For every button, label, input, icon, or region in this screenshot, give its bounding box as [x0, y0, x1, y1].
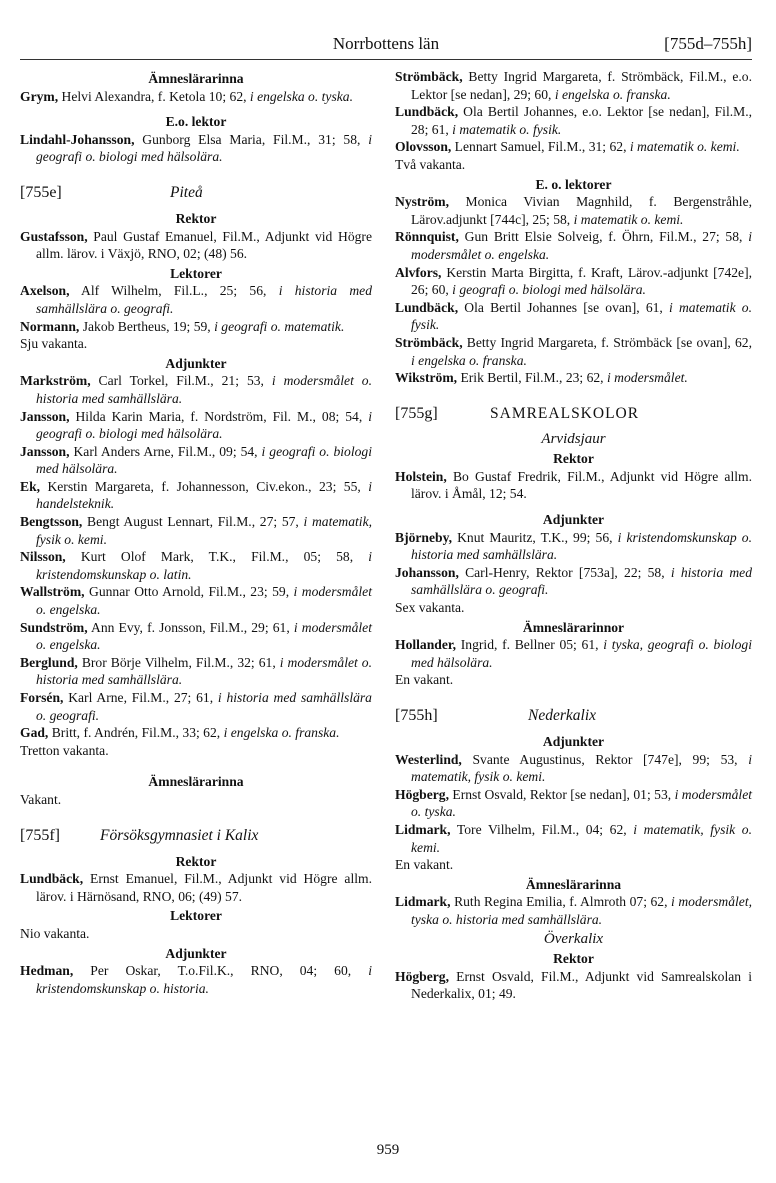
entry-name: Björneby,: [395, 529, 453, 545]
entry: [20, 724, 372, 742]
entry-subjects: i tyska, geografi o. biologi med hälsolära.: [411, 637, 752, 670]
entry: [20, 408, 372, 443]
entry: [20, 88, 372, 106]
sub-place: Överkalix: [543, 930, 604, 947]
section-header: [395, 703, 752, 729]
heading: Ämneslärarinnor: [522, 619, 625, 635]
entry-name: Forsén,: [20, 690, 64, 705]
entry: [395, 564, 752, 599]
heading: Ämneslärarinna: [148, 71, 244, 86]
entry-name: Hollander,: [395, 637, 457, 653]
entry-text: Gunnar Otto Arnold, Fil.M., 23; 59,: [84, 584, 294, 600]
entry-text: Ruth Regina Emilia, f. Almroth 07; 62,: [450, 894, 672, 910]
entry-subjects: i modersmålet, tyska o. historia med samhällslära.: [411, 894, 752, 927]
entry-name: Grym,: [20, 88, 59, 104]
section-code: [755g]: [395, 404, 438, 422]
entry-text: Carl Torkel, Fil.M., 21; 53,: [90, 373, 272, 389]
entry: [395, 636, 752, 671]
entry-name: Högberg,: [395, 968, 449, 984]
entry: [395, 299, 752, 334]
entry-name: Ek,: [20, 478, 41, 494]
heading: Lektorer: [170, 265, 222, 281]
entry-text: Kerstin Margareta, f. Johannesson, Civ.ekon., 23; 55,: [40, 478, 369, 494]
entry-subjects: i kristendomskunskap o. latin.: [36, 549, 372, 582]
page-header: [20, 30, 752, 56]
entry-text: Gunborg Elsa Maria, Fil.M., 31; 58,: [134, 131, 369, 147]
entry-text: Paul Gustaf Emanuel, Fil.M., Adjunkt vid Högre allm. lärov. i Växjö, RNO, 02; (48) 56.: [36, 228, 372, 262]
entry: [395, 138, 752, 156]
entry-subjects: i matematik o. fysik.: [452, 121, 562, 137]
entry-subjects: i matematik, fysik o. kemi.: [36, 514, 372, 547]
entry-name: Lundbäck,: [395, 299, 459, 315]
entry-text: Erik Bertil, Fil.M., 23; 62,: [457, 370, 607, 386]
entry: [395, 529, 752, 564]
entry-name: Rönnquist,: [395, 229, 459, 245]
section-place: Piteå: [170, 183, 203, 201]
section-place: Nederkalix: [528, 707, 597, 724]
entry-subjects: i geografi o. matematik.: [214, 318, 345, 334]
entry-subjects: i kristendomskunskap o. historia med samhällslära.: [411, 529, 753, 563]
entry-text: Jakob Bertheus, 19; 59,: [79, 318, 215, 334]
entry-text: Monica Vivian Magnhild, f. Bergenstråhle, Lärov.adjunkt [744c], 25; 58,: [411, 194, 752, 227]
vacancy-note: En vakant.: [395, 857, 454, 873]
entry-subjects: i modersmålet o. engelska.: [36, 584, 372, 618]
entry-name: Strömbäck,: [395, 69, 463, 84]
entry: [20, 318, 372, 336]
entry-name: Nyström,: [395, 194, 449, 210]
entry-subjects: i modersmålet o. historia med samhällslära.: [36, 373, 372, 406]
section-place: Försöksgymnasiet i Kalix: [100, 826, 259, 844]
entry-name: Gad,: [20, 725, 49, 741]
section-code: [755h]: [395, 707, 438, 724]
heading: Ämneslärarinna: [148, 774, 244, 790]
entry-text: Karl Anders Arne, Fil.M., 09; 54,: [69, 443, 262, 459]
entry-text: Svante Augustinus, Rektor [747e], 99; 53,: [461, 751, 749, 767]
entry: [20, 372, 372, 407]
entry: [20, 689, 372, 724]
entry: [395, 228, 752, 263]
entry: [395, 968, 752, 1003]
entry-subjects: i geografi o. biologi med hälsolära.: [36, 408, 372, 442]
entry-name: Lidmark,: [395, 821, 451, 837]
entry-subjects: i matematik, fysik o. kemi.: [411, 821, 752, 855]
entry-subjects: i historia med samhällslära o. geografi.: [36, 283, 372, 316]
section-range: [755d–755h]: [664, 34, 752, 53]
entry-subjects: i engelska o. franska.: [411, 352, 527, 368]
heading: Rektor: [553, 951, 594, 967]
entry-subjects: i modersmålet o. engelska.: [411, 229, 752, 262]
entry-name: Gustafsson,: [20, 228, 88, 244]
entry-text: Hilda Karin Maria, f. Nordström, Fil. M., 08; 54,: [69, 408, 369, 424]
right-column: [395, 68, 752, 1003]
entry-text: Knut Mauritz, T.K., 99; 56,: [452, 529, 618, 545]
heading: E.o. lektor: [165, 114, 227, 130]
entry-text: Ola Bertil Johannes [se ovan], 61,: [458, 299, 670, 315]
entry: [20, 478, 372, 513]
entry-text: Britt, f. Andrén, Fil.M., 33; 62,: [48, 725, 224, 741]
entry-name: Bengtsson,: [20, 514, 83, 530]
entry-name: Högberg,: [395, 786, 449, 802]
heading: Ämneslärarinna: [525, 876, 622, 892]
entry-subjects: i modersmålet o. historia med samhällslära.: [36, 654, 372, 688]
entry: [395, 893, 752, 928]
section-header: [20, 180, 372, 206]
entry-name: Strömbäck,: [395, 334, 463, 350]
entry-text: Lennart Samuel, Fil.M., 31; 62,: [451, 139, 630, 155]
entry: [395, 821, 752, 856]
header-rule: [20, 59, 752, 60]
entry-name: Olovsson,: [395, 139, 452, 155]
entry-text: Ingrid, f. Bellner 05; 61,: [456, 637, 604, 653]
entry: [395, 193, 752, 228]
entry-text: Kurt Olof Mark, T.K., Fil.M., 05; 58,: [65, 549, 369, 565]
vacancy-note: Två vakanta.: [395, 156, 466, 172]
entry: [395, 468, 752, 503]
entry-name: Lundbäck,: [20, 871, 84, 887]
section-code: [755e]: [20, 183, 62, 201]
page-number: 959: [376, 1142, 400, 1158]
entry: [20, 583, 372, 618]
heading: E. o. lektorer: [535, 176, 612, 192]
section-header: [395, 401, 752, 427]
entry-name: Alvfors,: [395, 264, 442, 280]
entry-text: Ernst Emanuel, Fil.M., Adjunkt vid Högre allm. lärov. i Härnösand, RNO, 06; (49) 57.: [36, 871, 372, 904]
entry-text: Tore Vilhelm, Fil.M., 04; 62,: [450, 821, 634, 837]
left-column: [20, 68, 372, 997]
entry-text: Betty Ingrid Margareta, f. Strömbäck, Fil.M., e.o. Lektor [se nedan], 29; 60,: [411, 69, 752, 102]
entry-name: Jansson,: [20, 443, 70, 459]
entry-name: Wallström,: [20, 584, 85, 600]
entry-name: Lidmark,: [395, 894, 451, 910]
entry: [395, 751, 752, 786]
heading: Lektorer: [170, 908, 222, 924]
vacancy-note: Tretton vakanta.: [20, 742, 109, 758]
entry-subjects: i geografi o. biologi med hälsolära.: [36, 443, 372, 477]
entry-text: Ernst Osvald, Rektor [se nedan], 01; 53,: [449, 786, 675, 802]
entry-name: Normann,: [20, 318, 80, 334]
entry-text: Alf Wilhelm, Fil.L., 25; 56,: [69, 283, 279, 299]
entry: [395, 786, 752, 821]
entry-text: Karl Arne, Fil.M., 27; 61,: [63, 690, 218, 705]
entry-name: Berglund,: [20, 654, 78, 670]
vacancy-note: Vakant.: [20, 791, 62, 807]
entry-subjects: i geografi o. biologi med hälsolära.: [36, 131, 372, 165]
entry-text: Per Oskar, T.o.Fil.K., RNO, 04; 60,: [73, 963, 369, 979]
entry-name: Holstein,: [395, 468, 447, 484]
entry-name: Axelson,: [20, 283, 70, 299]
heading: Rektor: [175, 210, 217, 226]
vacancy-note: En vakant.: [395, 672, 454, 688]
entry-name: Lundbäck,: [395, 104, 459, 120]
entry: [395, 334, 752, 369]
entry-text: Helvi Alexandra, f. Ketola 10; 62,: [58, 88, 250, 104]
entry-subjects: i historia med samhällslära o. geografi.: [411, 564, 752, 598]
entry: [20, 619, 372, 654]
entry-name: Sundström,: [20, 619, 88, 635]
entry-subjects: i kristendomskunskap o. historia.: [36, 963, 372, 996]
entry-subjects: i engelska o. tyska.: [249, 88, 353, 104]
entry-name: Wikström,: [395, 370, 458, 386]
entry: [395, 103, 752, 138]
entry: [20, 228, 372, 263]
heading: Adjunkter: [165, 355, 227, 371]
entry-subjects: i handelsteknik.: [36, 478, 372, 512]
entry-text: Ernst Osvald, Fil.M., Adjunkt vid Samrealskolan i Nederkalix, 01; 49.: [411, 968, 752, 1002]
sub-place: Arvidsjaur: [541, 430, 606, 447]
entry-subjects: i historia med samhällslära o. geografi.: [36, 690, 372, 723]
entry-subjects: i matematik o. kemi.: [629, 139, 740, 155]
entry-subjects: i modersmålet.: [606, 370, 688, 386]
entry: [20, 548, 372, 583]
entry-name: Hedman,: [20, 963, 74, 979]
heading: Rektor: [175, 853, 217, 869]
entry-subjects: i engelska o. franska.: [223, 725, 340, 741]
entry-text: Bror Börje Vilhelm, Fil.M., 32; 61,: [77, 654, 280, 670]
entry-text: Gun Britt Elsie Solveig, f. Öhrn, Fil.M., 27; 58,: [458, 229, 749, 245]
entry: [20, 870, 372, 905]
entry: [395, 264, 752, 299]
entry: [20, 513, 372, 548]
vacancy-note: Nio vakanta.: [20, 925, 90, 941]
entry: [20, 443, 372, 478]
vacancy-note: Sju vakanta.: [20, 336, 88, 352]
entry-name: Westerlind,: [395, 751, 462, 767]
entry: [20, 282, 372, 317]
entry-text: Betty Ingrid Margareta, f. Strömbäck [se ovan], 62,: [462, 334, 752, 350]
entry-name: Jansson,: [20, 408, 70, 424]
entry-name: Johansson,: [395, 564, 459, 580]
page-title: Norrbottens län: [332, 34, 440, 53]
entry-text: Ann Evy, f. Jonsson, Fil.M., 29; 61,: [87, 619, 294, 635]
vacancy-note: Sex vakanta.: [395, 600, 465, 616]
entry: [20, 654, 372, 689]
heading: Rektor: [553, 451, 594, 467]
entry-name: Lindahl-Johansson,: [20, 131, 135, 147]
heading: Adjunkter: [165, 945, 227, 961]
entry: [395, 369, 752, 387]
entry-subjects: i engelska o. franska.: [554, 86, 671, 102]
heading: Adjunkter: [542, 512, 605, 528]
section-place: SAMREALSKOLOR: [490, 404, 640, 422]
entry: [20, 131, 372, 166]
entry-subjects: i geografi o. biologi med hälsolära.: [452, 282, 646, 298]
entry-subjects: i matematik, fysik o. kemi.: [411, 751, 752, 785]
entry-text: Ola Bertil Johannes, e.o. Lektor [se nedan], Fil.M., 28; 61,: [411, 104, 752, 137]
entry-text: Carl-Henry, Rektor [753a], 22; 58,: [458, 564, 671, 580]
entry-name: Nilsson,: [20, 549, 66, 565]
entry-subjects: i matematik o. kemi.: [573, 211, 684, 227]
entry-subjects: i matematik o. fysik.: [411, 299, 752, 333]
section-code: [755f]: [20, 826, 60, 844]
entry-text: Bengt August Lennart, Fil.M., 27; 57,: [82, 514, 304, 530]
entry-subjects: i modersmålet o. tyska.: [411, 786, 753, 820]
section-header: [20, 823, 372, 849]
entry-text: Bo Gustaf Fredrik, Fil.M., Adjunkt vid Högre allm. lärov. i Åmål, 12; 54.: [411, 468, 752, 502]
entry-name: Markström,: [20, 373, 91, 389]
entry-text: Kerstin Marta Birgitta, f. Kraft, Lärov.-adjunkt [742e], 26; 60,: [411, 264, 752, 298]
entry: [20, 962, 372, 997]
heading: Adjunkter: [542, 734, 605, 749]
entry-subjects: i modersmålet o. engelska.: [36, 619, 372, 653]
entry: [395, 68, 752, 103]
